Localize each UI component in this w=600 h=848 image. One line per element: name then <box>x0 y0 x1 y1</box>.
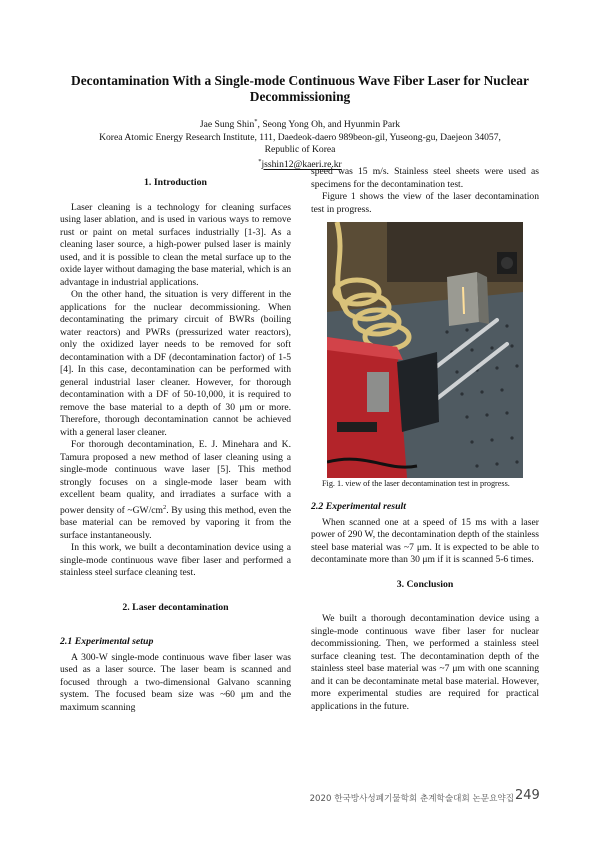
intro-paragraph-3: For thorough decontamination, E. J. Minehara and K. Tamura proposed a new method of laser cleaning using a single-mode continuous wave laser [5]. This method strongly focuses on a single-mode laser beam with excellent beam quality, and irradiates a surface with a power density of $\sim GW/cm^2$. By using this method, even the base material can be removed by vaporing it from the surface instantaneously. <box>60 439 291 541</box>
affiliation-country: Republic of Korea <box>264 144 336 155</box>
author-block <box>40 116 560 172</box>
page-number: 249 <box>515 788 540 803</box>
laser-setup-illustration <box>327 222 523 478</box>
subsection-heading-result: 2.2 Experimental result <box>311 501 406 512</box>
author-email-line: *jsshin12@kaeri.re.kr <box>258 158 342 171</box>
left-column <box>60 177 291 714</box>
conclusion-paragraph: We built a thorough decontamination device using a single-mode continuous wave fiber laser for nuclear decommissioning. Then, we performed a stainless steel surface cleaning test. The decontamination depth of the stainless steel base material was ~7 μm with one scanning and it can be decontaminate metal base material. However, more experimental studies are required for practical applications in the future. <box>311 613 539 712</box>
figure-1-photo <box>327 222 523 478</box>
proceedings-footer: 2020 한국방사성폐기물학회 춘계학술대회 논문요약집 <box>309 794 514 804</box>
intro-paragraph-2: On the other hand, the situation is very different in the applications for the nuclear decommissioning. When decontaminating the primary circuit of BWRs (boiling water reactors) and PWRs (pressurized water reactors), only the oxidized layer needs to be removed for soft decontamination with a DF (decontamination factor) of 1-5 [4]. In this case, decontamination can be performed with general industrial laser cleaner. However, for thorough decontamination with a DF of 50-10,000, it is required to remove the base material to a depth of 30 μm or more. Therefore, thorough decontamination cannot be achieved with a general laser cleaner. <box>60 289 291 438</box>
setup-paragraph-continued: speed was 15 m/s. Stainless steel sheets were used as specimens for the decontamination test. <box>311 166 539 190</box>
author-names: Jae Sung Shin*, Seong Yong Oh, and Hyunmin Park <box>199 118 401 131</box>
affiliation: Korea Atomic Energy Research Institute, 111, Daedeok-daero 989beon-gil, Yuseong-gu, Daejeon 34057, <box>99 131 501 143</box>
right-column <box>311 166 539 713</box>
section-heading-laser-decontamination: 2. Laser decontamination <box>122 601 229 613</box>
figure-reference-paragraph: Figure 1 shows the view of the laser decontamination test in progress. <box>311 191 539 215</box>
figure-1-caption: Fig. 1. view of the laser decontamination test in progress. <box>322 479 510 488</box>
corresponding-mark: * <box>254 118 258 125</box>
section-heading-introduction: 1. Introduction <box>144 177 207 188</box>
author-email[interactable]: jsshin12@kaeri.re.kr <box>261 159 342 171</box>
result-paragraph: When scanned one at a speed of 15 ms with a laser power of 290 W, the decontamination depth of the stainless steel base material was ~7 μm. It is expected to be able to decontaminate more than 30 μm if it is scanned 5-6 times. <box>311 516 539 565</box>
intro-paragraph-4: In this work, we built a decontamination device using a single-mode continuous wave fiber laser and performed a stainless steel surface cleaning test. <box>60 542 291 579</box>
setup-paragraph: A 300-W single-mode continuous wave fiber laser was used as a laser source. The laser beam is scanned and focused through a two-dimensional Galvano scanning system. The focused beam size was ~60 μm and the maximum scanning <box>60 651 291 713</box>
paper-title: Decontamination With a Single-mode Continuous Wave Fiber Laser for Nuclear Decommissioning <box>71 73 529 104</box>
section-heading-conclusion: 3. Conclusion <box>396 578 454 590</box>
subsection-heading-setup: 2.1 Experimental setup <box>60 636 154 648</box>
intro-paragraph-1: Laser cleaning is a technology for cleaning surfaces using laser ablation, and is used in various ways to remove rust or paint on metal surfaces industrially [1-3]. As a cleaning laser source, a high-power pulsed laser is mainly used, and it is possible to clean the metal surface up to the oxide layer without damaging the base material, which is an advantage in industrial applications. <box>60 201 291 288</box>
